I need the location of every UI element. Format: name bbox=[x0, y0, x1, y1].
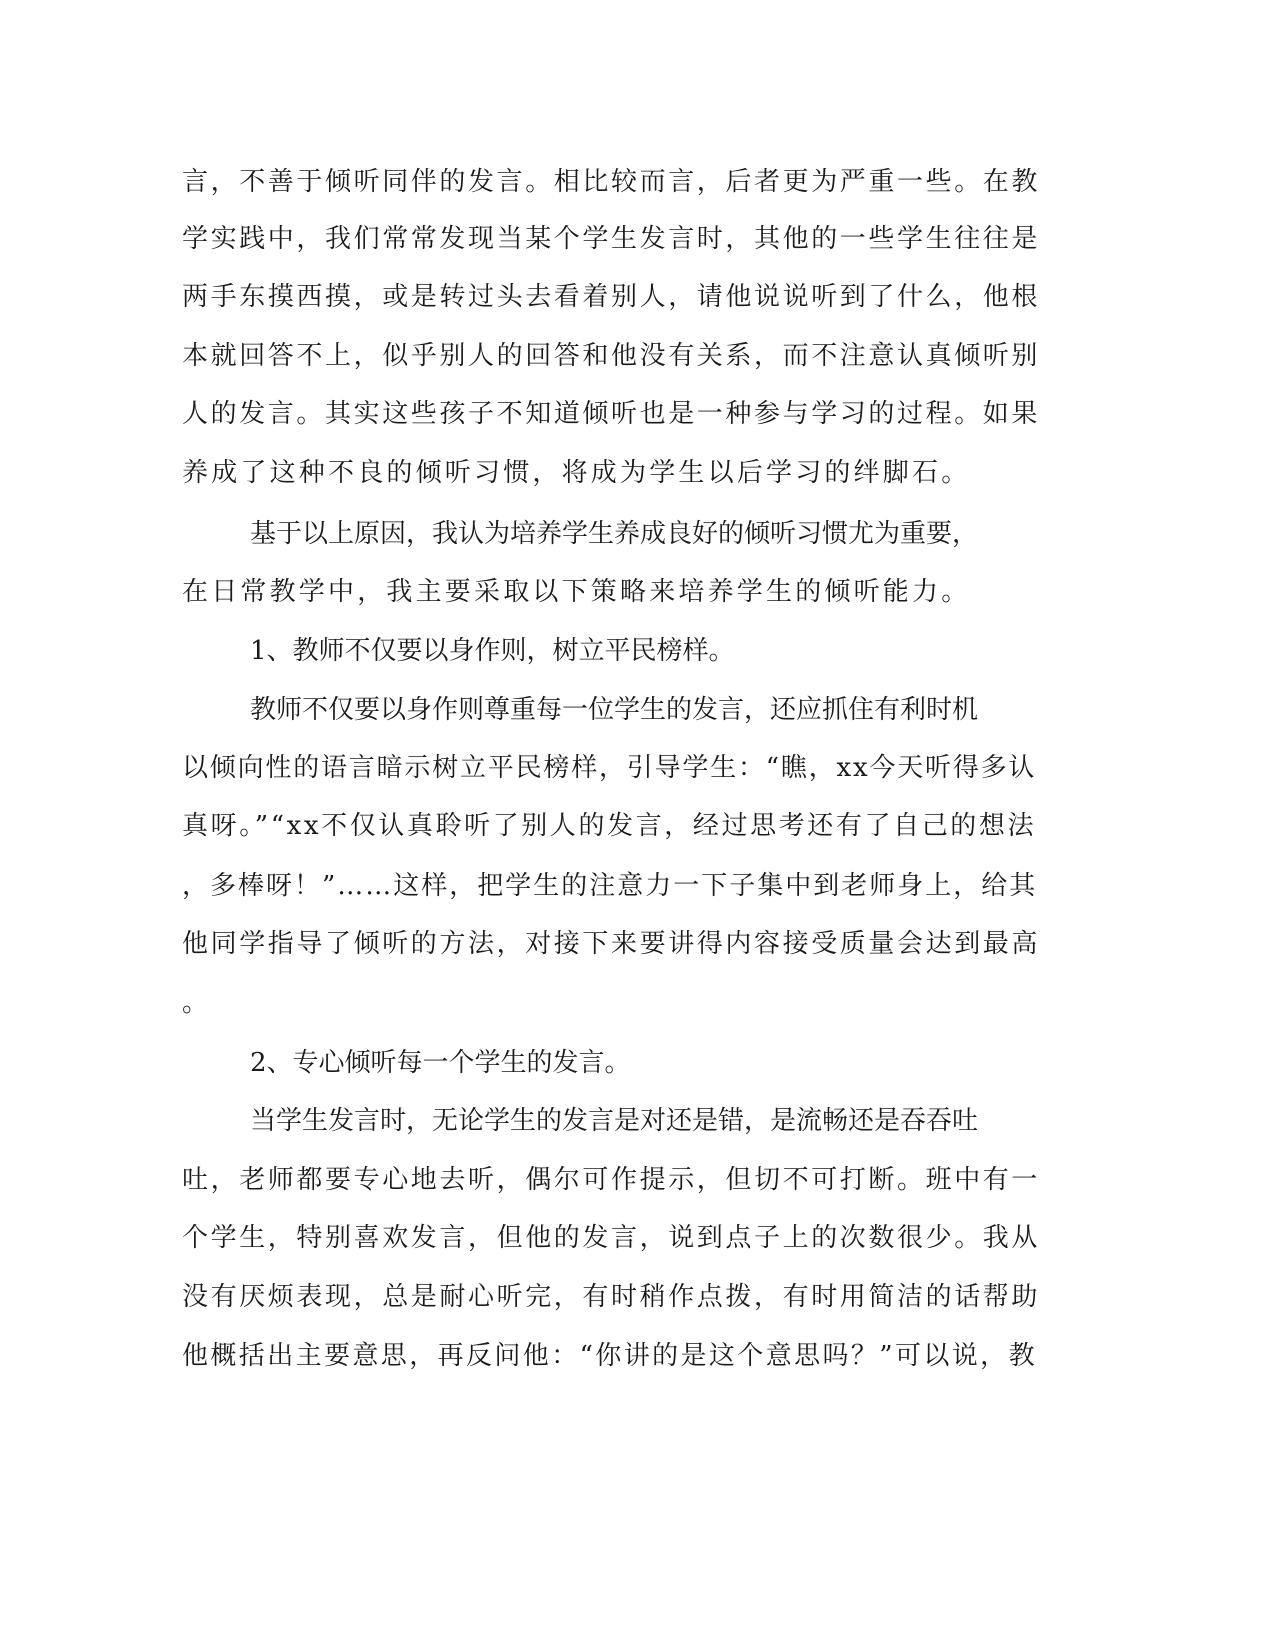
text-line: 他同学指导了倾听的方法，对接下来要讲得内容接受质量会达到最高 bbox=[182, 929, 1041, 959]
heading-point-1: 1、教师不仅要以身作则，树立平民榜样。 bbox=[250, 636, 735, 666]
text-line: 在日常教学中，我主要采取以下策略来培养学生的倾听能力。 bbox=[182, 577, 971, 607]
heading-point-2: 2、专心倾听每一个学生的发言。 bbox=[250, 1048, 631, 1078]
text-line: 。 bbox=[182, 988, 212, 1018]
text-line: 言，不善于倾听同伴的发言。相比较而言，后者更为严重一些。在教 bbox=[182, 167, 1041, 197]
text-line: 本就回答不上，似乎别人的回答和他没有关系，而不注意认真倾听别 bbox=[182, 341, 1041, 371]
text-line: ，多棒呀！”……这样，把学生的注意力一下子集中到老师身上，给其 bbox=[182, 871, 1038, 901]
text-line: 学实践中，我们常常发现当某个学生发言时，其他的一些学生往往是 bbox=[182, 224, 1041, 254]
text-line: 他概括出主要意思，再反问他：“你讲的是这个意思吗？”可以说，教 bbox=[182, 1341, 1037, 1371]
text-line: 真呀。”“xx不仅认真聆听了别人的发言，经过思考还有了自己的想法 bbox=[182, 811, 1037, 841]
text-line: 个学生，特别喜欢发言，但他的发言，说到点子上的次数很少。我从 bbox=[182, 1223, 1041, 1253]
text-line: 教师不仅要以身作则尊重每一位学生的发言，还应抓住有利时机 bbox=[250, 695, 979, 725]
text-line: 吐，老师都要专心地去听，偶尔可作提示，但切不可打断。班中有一 bbox=[182, 1165, 1041, 1195]
text-line: 人的发言。其实这些孩子不知道倾听也是一种参与学习的过程。如果 bbox=[182, 399, 1041, 429]
text-line: 养成了这种不良的倾听习惯，将成为学生以后学习的绊脚石。 bbox=[182, 458, 971, 488]
text-line: 两手东摸西摸，或是转过头去看着别人，请他说说听到了什么，他根 bbox=[182, 282, 1041, 312]
text-line: 当学生发言时，无论学生的发言是对还是错，是流畅还是吞吞吐 bbox=[250, 1106, 979, 1136]
text-line: 没有厌烦表现，总是耐心听完，有时稍作点拨，有时用简洁的话帮助 bbox=[182, 1282, 1041, 1312]
text-line: 以倾向性的语言暗示树立平民榜样，引导学生：“瞧，xx今天听得多认 bbox=[182, 753, 1037, 783]
text-line: 基于以上原因，我认为培养学生养成良好的倾听习惯尤为重要， bbox=[250, 519, 979, 549]
